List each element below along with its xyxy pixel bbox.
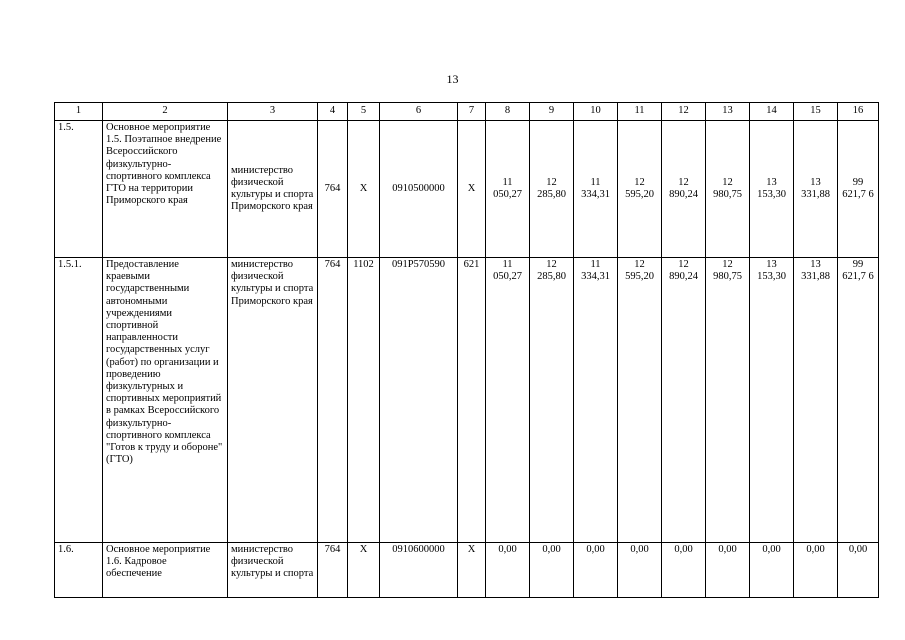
header-cell: 7 [458,103,486,121]
row-c8: 11 050,27 [486,121,530,258]
header-cell: 16 [838,103,879,121]
row-name: Предоставление краевыми государственными автономными учреждениями спортивной направленности государственных услуг (работ) по организации и проведению физкультурных и спортивных мероприятий в рамках Всероссийского физкультурно-спортивного комплекса "Готов к труду и обороне" (ГТО) [103,258,228,543]
row-c7: 621 [458,258,486,543]
row-c9: 12 285,80 [530,121,574,258]
header-cell: 1 [55,103,103,121]
row-c4: 764 [318,121,348,258]
header-cell: 14 [750,103,794,121]
header-cell: 13 [706,103,750,121]
table-row [55,121,879,258]
header-cell: 11 [618,103,662,121]
header-cell: 15 [794,103,838,121]
table-row [55,258,879,543]
table-row [55,543,879,598]
row-c10: 11 334,31 [574,258,618,543]
row-c11: 12 595,20 [618,258,662,543]
row-c14: 13 153,30 [750,121,794,258]
header-cell: 4 [318,103,348,121]
row-c15: 0,00 [794,543,838,598]
row-name: Основное мероприятие 1.5. Поэтапное внедрение Всероссийского физкультурно-спортивного комплекса ГТО на территории Приморского края [103,121,228,258]
row-c4: 764 [318,258,348,543]
row-c6: 0910500000 [380,121,458,258]
row-c5: X [348,543,380,598]
row-c5: X [348,121,380,258]
row-executor: министерство физической культуры и спорта [228,543,318,598]
header-cell: 3 [228,103,318,121]
row-code: 1.6. [55,543,103,598]
row-c15: 13 331,88 [794,121,838,258]
budget-table [54,102,879,598]
row-c7: X [458,121,486,258]
row-executor: министерство физической культуры и спорта Приморского края [228,121,318,258]
row-c10: 0,00 [574,543,618,598]
row-code: 1.5.1. [55,258,103,543]
row-c10: 11 334,31 [574,121,618,258]
row-c7: X [458,543,486,598]
row-c8: 11 050,27 [486,258,530,543]
header-cell: 8 [486,103,530,121]
row-c4: 764 [318,543,348,598]
row-c12: 12 890,24 [662,121,706,258]
row-c8: 0,00 [486,543,530,598]
header-cell: 10 [574,103,618,121]
row-c13: 12 980,75 [706,121,750,258]
row-c15: 13 331,88 [794,258,838,543]
row-c16: 99 621,7 6 [838,258,879,543]
row-c6: 091P570590 [380,258,458,543]
header-cell: 6 [380,103,458,121]
row-c13: 12 980,75 [706,258,750,543]
row-c16: 99 621,7 6 [838,121,879,258]
row-c6: 0910600000 [380,543,458,598]
row-c14: 0,00 [750,543,794,598]
row-c14: 13 153,30 [750,258,794,543]
page-number: 13 [446,72,459,86]
row-c11: 12 595,20 [618,121,662,258]
row-executor: министерство физической культуры и спорта Приморского края [228,258,318,543]
header-cell: 9 [530,103,574,121]
row-code: 1.5. [55,121,103,258]
row-c11: 0,00 [618,543,662,598]
header-cell: 2 [103,103,228,121]
row-c13: 0,00 [706,543,750,598]
row-c12: 12 890,24 [662,258,706,543]
row-c12: 0,00 [662,543,706,598]
row-c9: 12 285,80 [530,258,574,543]
header-cell: 12 [662,103,706,121]
row-c5: 1102 [348,258,380,543]
row-c9: 0,00 [530,543,574,598]
table-header-row [55,103,879,121]
row-c16: 0,00 [838,543,879,598]
row-name: Основное мероприятие 1.6. Кадровое обеспечение [103,543,228,598]
header-cell: 5 [348,103,380,121]
